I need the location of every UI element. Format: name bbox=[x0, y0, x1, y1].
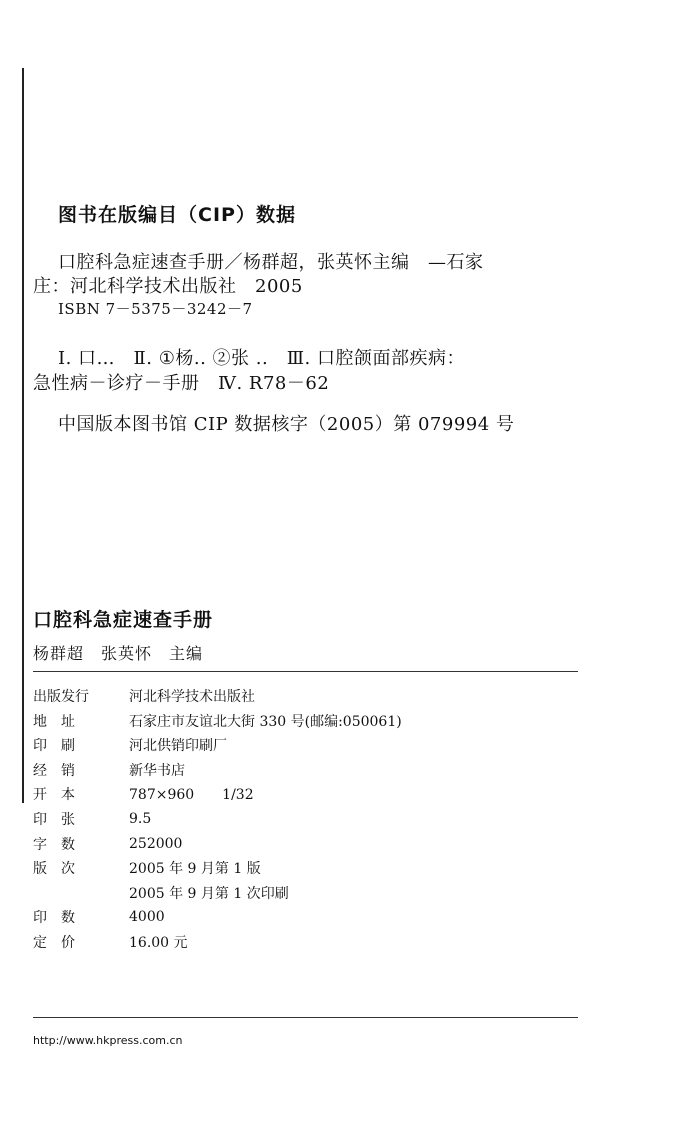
imprint-row bbox=[33, 930, 593, 954]
imprint-value: 河北供销印刷厂 bbox=[129, 738, 227, 755]
divider-bottom bbox=[33, 1017, 578, 1018]
imprint-row bbox=[33, 856, 593, 880]
imprint-label: 出版发行 bbox=[33, 689, 89, 705]
imprint-row bbox=[33, 684, 593, 708]
imprint-value: 9.5 bbox=[129, 810, 152, 827]
imprint-row bbox=[33, 733, 593, 757]
imprint-value: 4000 bbox=[129, 909, 165, 926]
book-authors: 杨群超 张英怀 主编 bbox=[33, 644, 204, 663]
imprint-label: 经 销 bbox=[33, 762, 75, 779]
imprint-value: 252000 bbox=[129, 835, 183, 852]
imprint-value: 2005 年 9 月第 1 次印刷 bbox=[129, 885, 289, 902]
imprint-row bbox=[33, 832, 593, 856]
imprint-row bbox=[33, 807, 593, 831]
divider-top bbox=[33, 671, 578, 672]
imprint-row bbox=[33, 709, 593, 733]
imprint-table bbox=[33, 684, 593, 955]
imprint-row bbox=[33, 905, 593, 929]
imprint-value: 石家庄市友谊北大街 330 号(邮编:050061) bbox=[129, 713, 402, 730]
imprint-value: 河北科学技术出版社 bbox=[129, 689, 255, 705]
imprint-row bbox=[33, 782, 593, 806]
cip-line-5: 急性病－诊疗－手册 Ⅳ. R78－62 bbox=[33, 373, 330, 394]
imprint-label: 印 数 bbox=[33, 910, 75, 927]
imprint-value: 16.00 元 bbox=[129, 934, 188, 951]
imprint-label: 地 址 bbox=[33, 713, 75, 730]
book-title: 口腔科急症速查手册 bbox=[33, 609, 214, 631]
cip-isbn: ISBN 7－5375－3242－7 bbox=[58, 300, 253, 318]
cip-title: 图书在版编目（CIP）数据 bbox=[58, 204, 296, 226]
imprint-label: 版 次 bbox=[33, 861, 75, 878]
imprint-label: 印 刷 bbox=[33, 738, 75, 755]
imprint-value: 新华书店 bbox=[129, 762, 185, 779]
cip-line-4: Ⅰ. 口… Ⅱ. ①杨.. ②张 .. Ⅲ. 口腔颌面部疾病： bbox=[58, 348, 465, 369]
cip-line-2: 庄：河北科学技术出版社 2005 bbox=[33, 276, 303, 297]
imprint-label: 字 数 bbox=[33, 836, 75, 853]
imprint-row bbox=[33, 758, 593, 782]
imprint-label: 开 本 bbox=[33, 787, 75, 804]
cip-record-number: 中国版本图书馆 CIP 数据核字（2005）第 079994 号 bbox=[58, 414, 515, 435]
cip-line-1: 口腔科急症速查手册／杨群超，张英怀主编 —石家 bbox=[58, 252, 484, 273]
imprint-label: 定 价 bbox=[33, 934, 75, 951]
imprint-row bbox=[33, 881, 593, 905]
margin-rule bbox=[22, 68, 24, 803]
publisher-url[interactable]: http://www.hkpress.com.cn bbox=[33, 1034, 183, 1047]
imprint-value: 2005 年 9 月第 1 版 bbox=[129, 861, 261, 878]
imprint-value: 787×960 1/32 bbox=[129, 787, 254, 804]
imprint-label: 印 张 bbox=[33, 811, 75, 828]
